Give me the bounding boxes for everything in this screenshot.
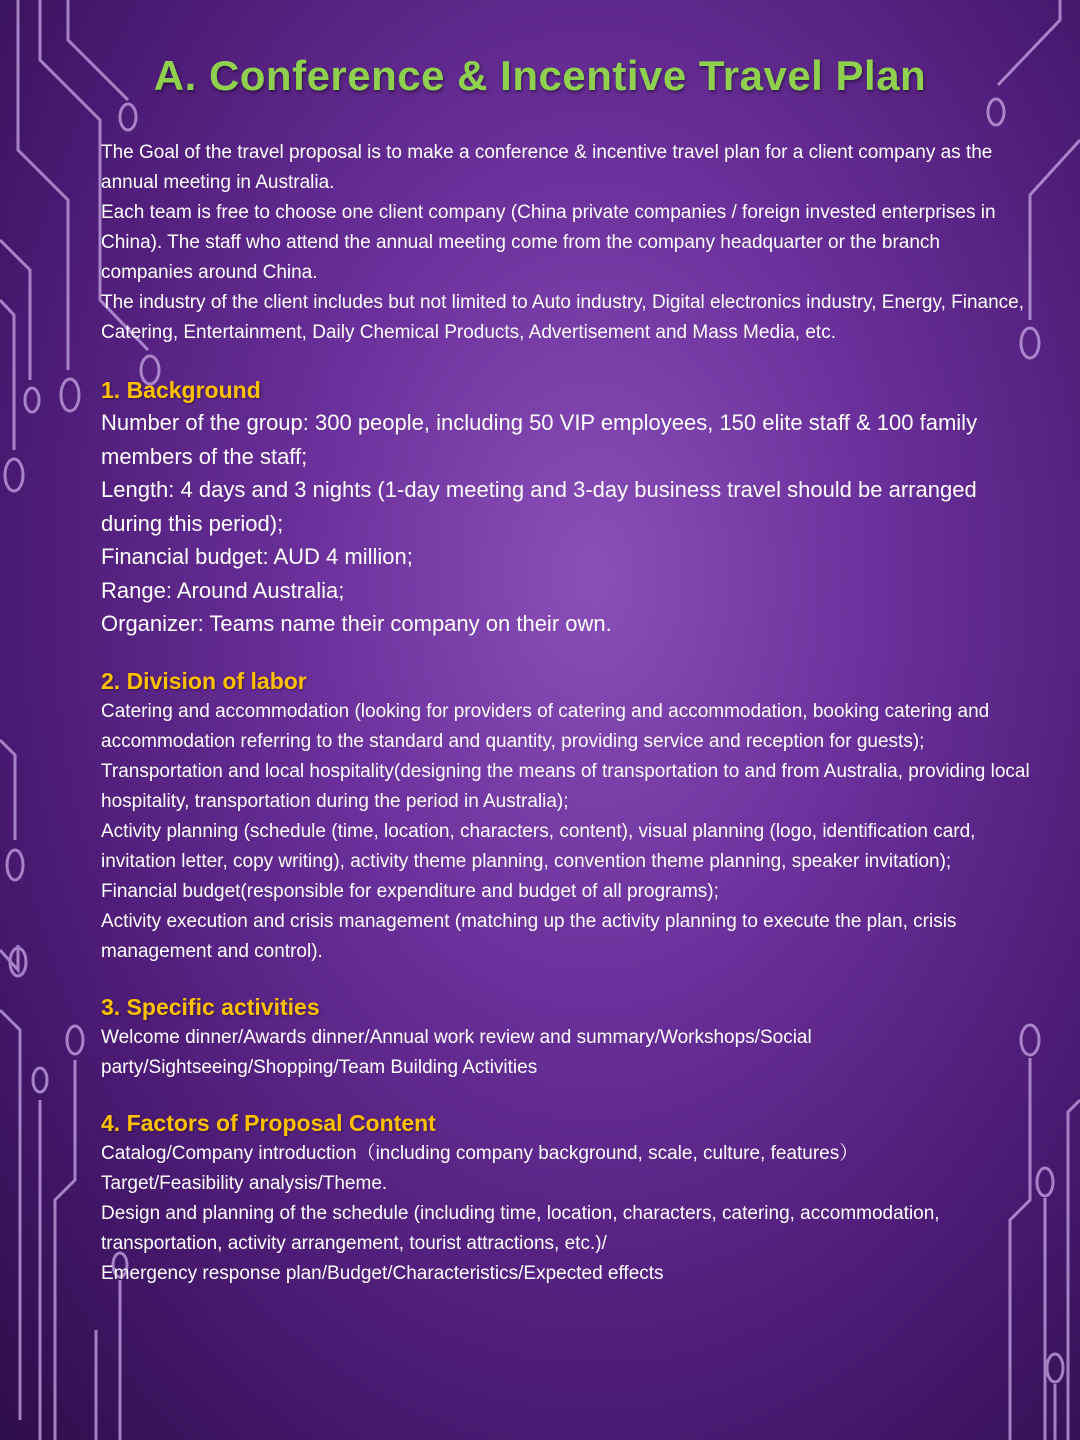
section-line: Design and planning of the schedule (including time, location, characters, catering, accommodation, transportation, activity arrangement, tourist attractions, etc.)/ xyxy=(101,1202,940,1254)
section-line: Activity planning (schedule (time, location, characters, content), visual planning (logo, identification card, invitation letter, copy writing), activity theme planning, convention theme planning, speaker invitation); xyxy=(101,820,976,872)
intro-paragraph: The Goal of the travel proposal is to make a conference & incentive travel plan for a client company as the annual meeting in Australia. xyxy=(101,142,993,193)
section-line: Catalog/Company introduction（including company background, scale, culture, features） xyxy=(101,1142,859,1164)
section-division-of-labor xyxy=(101,665,1036,967)
intro-paragraph: The industry of the client includes but not limited to Auto industry, Digital electronics industry, Energy, Finance, Catering, Entertainment, Daily Chemical Products, Advertisement and Mass Media, etc. xyxy=(101,292,1025,343)
section-line: Catering and accommodation (looking for providers of catering and accommodation, booking catering and accommodation referring to the standard and quantity, providing service and reception for guests); xyxy=(101,700,990,752)
section-line: Target/Feasibility analysis/Theme. xyxy=(101,1172,388,1194)
section-line: Length: 4 days and 3 nights (1-day meeting and 3-day business travel should be arranged during this period); xyxy=(101,477,977,536)
section-heading: 2. Division of labor xyxy=(101,667,307,694)
section-line: Number of the group: 300 people, including 50 VIP employees, 150 elite staff & 100 family members of the staff; xyxy=(101,410,978,469)
intro-text xyxy=(101,138,1036,348)
section-line: Organizer: Teams name their company on their own. xyxy=(101,611,612,636)
intro-paragraph: Each team is free to choose one client company (China private companies / foreign invested enterprises in China). The staff who attend the annual meeting come from the company headquarter or the branch companies around China. xyxy=(101,202,996,283)
section-line: Financial budget: AUD 4 million; xyxy=(101,544,413,569)
section-line: Transportation and local hospitality(designing the means of transportation to and from Australia, providing local hospitality, transportation during the period in Australia); xyxy=(101,760,1030,812)
section-heading: 4. Factors of Proposal Content xyxy=(101,1109,436,1136)
section-line: Range: Around Australia; xyxy=(101,577,345,603)
section-line: Financial budget(responsible for expenditure and budget of all programs); xyxy=(101,880,719,902)
section-proposal-content xyxy=(101,1107,1036,1289)
section-line: Emergency response plan/Budget/Characteristics/Expected effects xyxy=(101,1262,664,1284)
section-specific-activities xyxy=(101,991,1036,1083)
content-body xyxy=(101,138,1036,1289)
section-heading: 1. Background xyxy=(101,377,261,403)
section-heading: 3. Specific activities xyxy=(101,993,320,1020)
page-title: A. Conference & Incentive Travel Plan xyxy=(153,52,927,99)
section-background xyxy=(101,374,1036,641)
section-line: Activity execution and crisis management (matching up the activity planning to execute the plan, crisis management and control). xyxy=(101,910,957,962)
section-line: Welcome dinner/Awards dinner/Annual work review and summary/Workshops/Social party/Sightseeing/Shopping/Team Building Activities xyxy=(101,1026,812,1078)
